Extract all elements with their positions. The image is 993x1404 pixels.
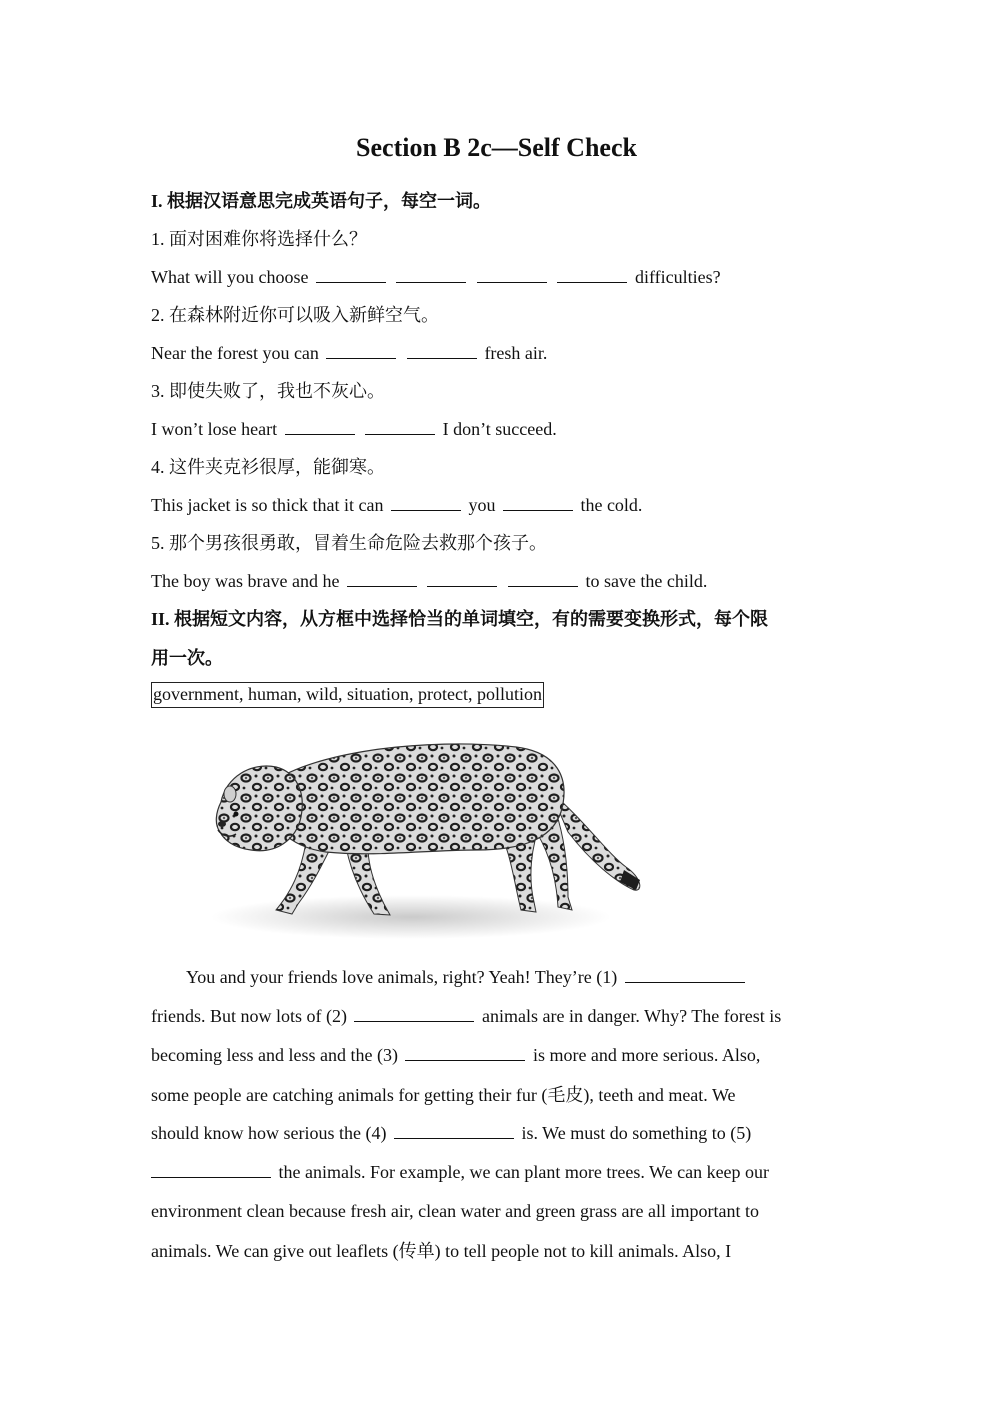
part2-heading-line2: 用一次。 [151,648,223,668]
passage-blank-5[interactable] [151,1161,271,1178]
q1-blank-2[interactable] [396,266,466,283]
q1-blank-3[interactable] [477,266,547,283]
q2-text-a: Near the forest you can [151,343,319,363]
q3-blank-1[interactable] [285,418,355,435]
passage-text-5b: is. We must do something to (5) [521,1123,752,1143]
q4-text-a: This jacket is so thick that it can [151,495,384,515]
q4-blank-1[interactable] [391,494,461,511]
q2-blank-2[interactable] [407,342,477,359]
passage-text-3b: is more and more serious. Also, [532,1045,761,1065]
passage-text-2b: animals are in danger. Why? The forest is [481,1006,782,1026]
passage-line-4: some people are catching animals for getting their fur (毛皮), teeth and meat. We [151,1085,736,1105]
q5-chinese: 5. 那个男孩很勇敢，冒着生命危险去救那个孩子。 [151,533,547,553]
passage-blank-2[interactable] [354,1005,474,1022]
q4-blank-2[interactable] [503,494,573,511]
part2-heading-line1: II. 根据短文内容，从方框中选择恰当的单词填空，有的需要变换形式，每个限 [151,609,769,629]
passage-text-2a: friends. But now lots of (2) [151,1006,347,1026]
q4-chinese: 4. 这件夹克衫很厚，能御寒。 [151,457,385,477]
passage-blank-1[interactable] [625,966,745,983]
q1-chinese: 1. 面对困难你将选择什么？ [151,229,367,249]
passage-line-2 [151,1005,781,1027]
leopard-illustration-icon [196,732,656,952]
q1-blank-4[interactable] [557,266,627,283]
passage-blank-4[interactable] [394,1122,514,1139]
q1-blank-1[interactable] [316,266,386,283]
passage-line-6 [151,1161,769,1183]
passage-line-7: environment clean because fresh air, clean water and green grass are all important to [151,1201,760,1221]
q3-text-a: I won’t lose heart [151,419,278,439]
q5-english [151,570,707,592]
q3-blank-2[interactable] [365,418,435,435]
q5-text-b: to save the child. [585,571,708,591]
q4-text-c: the cold. [580,495,643,515]
page-title: Section B 2c—Self Check [356,133,637,162]
q5-blank-2[interactable] [427,570,497,587]
q4-english [151,494,642,516]
q2-english [151,342,547,364]
q2-blank-1[interactable] [326,342,396,359]
q1-text-a: What will you choose [151,267,309,287]
passage-blank-3[interactable] [405,1044,525,1061]
word-box: government, human, wild, situation, protect, pollution [151,682,544,708]
passage-line-3 [151,1044,760,1066]
q5-blank-3[interactable] [508,570,578,587]
passage-text-3a: becoming less and less and the (3) [151,1045,398,1065]
passage-line-5 [151,1122,751,1144]
passage-line-8: animals. We can give out leaflets (传单) to tell people not to kill animals. Also, I [151,1241,732,1261]
passage-text-1: You and your friends love animals, right? Yeah! They’re (1) [186,967,618,987]
q5-text-a: The boy was brave and he [151,571,340,591]
passage-text-5a: should know how serious the (4) [151,1123,387,1143]
passage-line-1 [186,966,748,988]
q3-english [151,418,557,440]
q2-text-b: fresh air. [484,343,548,363]
q5-blank-1[interactable] [347,570,417,587]
q3-text-b: I don’t succeed. [442,419,557,439]
q1-english [151,266,721,288]
q2-chinese: 2. 在森林附近你可以吸入新鲜空气。 [151,305,439,325]
q3-chinese: 3. 即使失败了，我也不灰心。 [151,381,385,401]
part1-heading: I. 根据汉语意思完成英语句子，每空一词。 [151,191,492,211]
q4-text-b: you [468,495,496,515]
q1-text-b: difficulties? [634,267,721,287]
passage-text-6b: the animals. For example, we can plant more trees. We can keep our [278,1162,770,1182]
